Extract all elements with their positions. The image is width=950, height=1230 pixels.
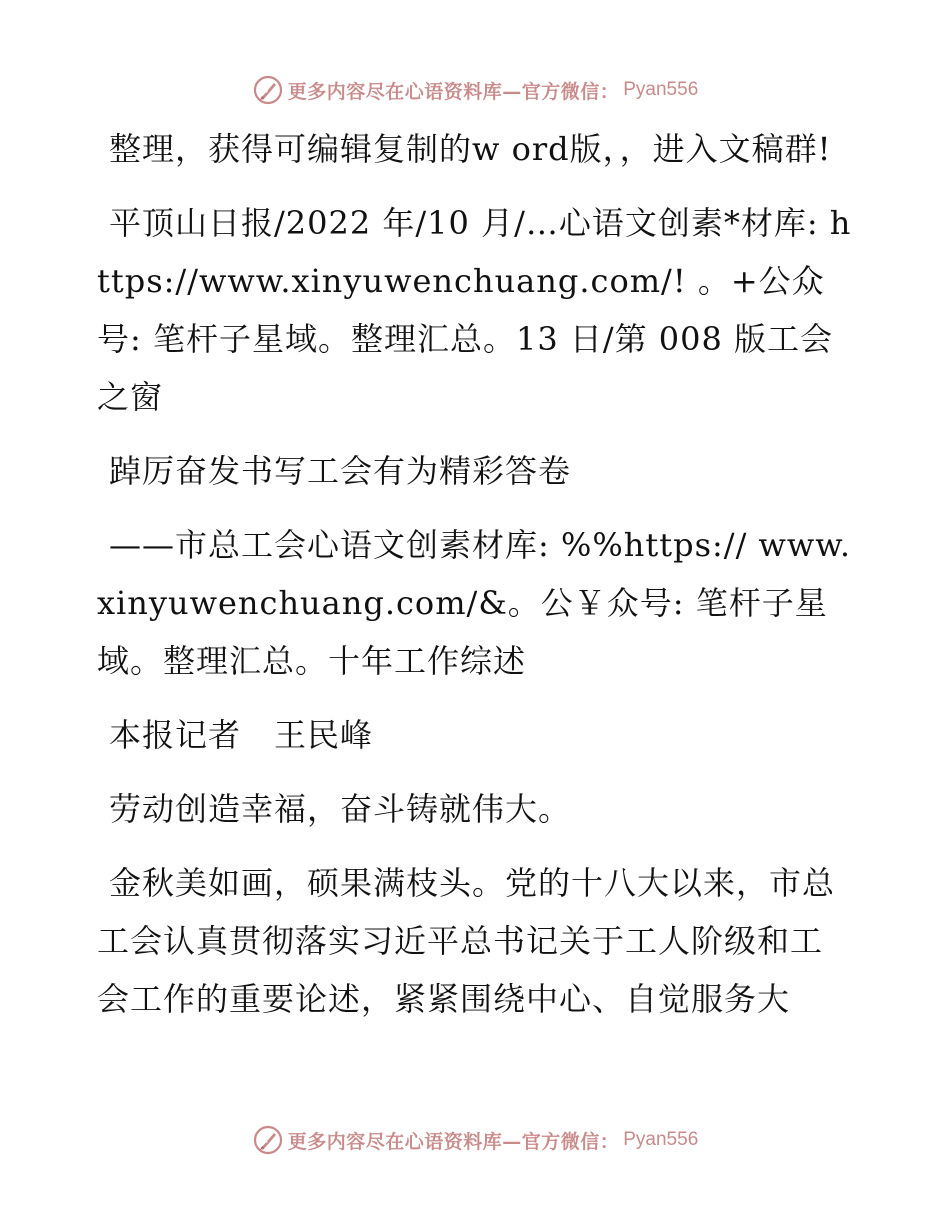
paragraph-source: 平顶山日报/2022 年/10 月/…心语文创素*材库: https://www.xinyuwenchuang.com/! 。+公众号: 笔杆子星域。整理汇总。13 日/第 008 版工会之窗 <box>97 204 852 416</box>
quill-pen-logo-icon <box>252 74 284 106</box>
header-watermark <box>0 70 950 110</box>
watermark-site-text: 更多内容尽在心语资料库—官方微信： <box>287 1130 620 1153</box>
watermark-site-text: 更多内容尽在心语资料库—官方微信： <box>287 80 620 103</box>
document-body <box>97 120 853 1044</box>
paragraph-body: 金秋美如画，硕果满枝头。党的十八大以来，市总工会认真贯彻落实习近平总书记关于工人阶级和工会工作的重要论述，紧紧围绕中心、自觉服务大 <box>97 864 836 1018</box>
quill-pen-logo-icon <box>252 1124 284 1156</box>
article-subtitle: ——市总工会心语文创素材库: %%https:// www.xinyuwenchuang.com/&。公￥众号: 笔杆子星域。整理汇总。十年工作综述 <box>97 526 852 680</box>
watermark-account-id: Pyan556 <box>623 79 699 100</box>
paragraph-lead: 劳动创造幸福，奋斗铸就伟大。 <box>109 790 572 828</box>
footer-watermark <box>0 1120 950 1160</box>
watermark-account-id: Pyan556 <box>623 1129 699 1150</box>
paragraph-editable-note: 整理，获得可编辑复制的w ord版，，进入文稿群! <box>109 130 832 168</box>
article-title: 踔厉奋发书写工会有为精彩答卷 <box>109 452 572 490</box>
article-byline: 本报记者 王民峰 <box>109 716 374 754</box>
